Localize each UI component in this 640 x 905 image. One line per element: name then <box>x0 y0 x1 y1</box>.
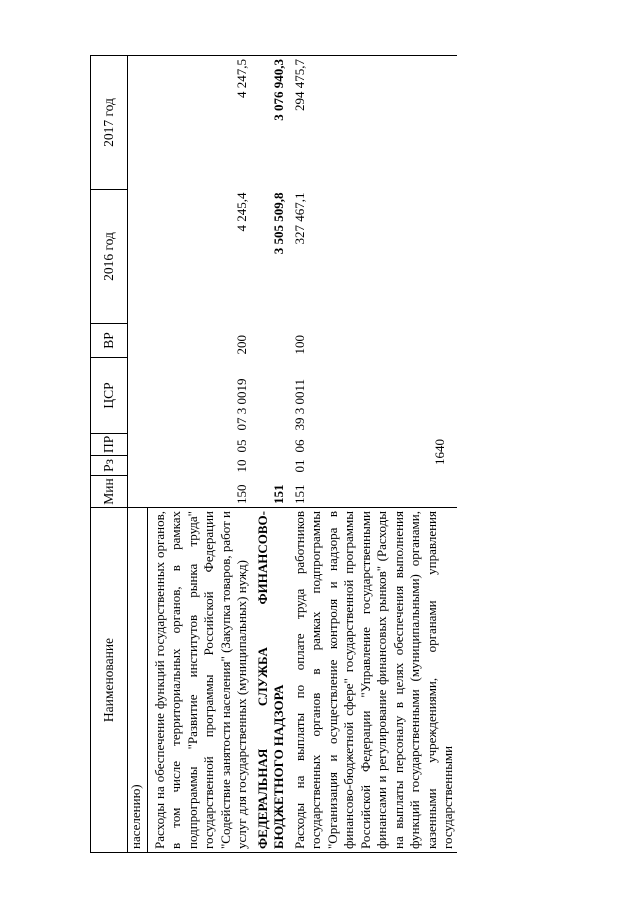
header-rz: Рз <box>91 456 128 476</box>
row-2016: 327 467,1 <box>291 192 307 245</box>
table-row <box>152 56 251 853</box>
page-number: 1640 <box>432 439 447 465</box>
header-vr: ВР <box>91 324 128 358</box>
row-rz <box>255 456 288 476</box>
row-2016 <box>128 190 148 324</box>
row-csr: 39 3 0011 <box>291 378 307 431</box>
row-pr <box>128 434 148 456</box>
row-vr: 100 <box>291 335 307 355</box>
row-rz: 10 <box>234 459 249 473</box>
row-csr <box>128 358 148 434</box>
table-row <box>128 56 148 853</box>
row-rz: 01 <box>291 459 307 473</box>
row-2016: 4 245,4 <box>234 192 249 232</box>
row-vr <box>255 324 288 358</box>
header-2017: 2017 год <box>91 56 128 190</box>
row-2016: 3 505 509,8 <box>271 192 286 255</box>
row-vr: 200 <box>234 335 249 355</box>
row-2017: 4 247,5 <box>152 56 251 190</box>
budget-table-sheet <box>90 56 538 853</box>
row-csr <box>255 358 288 434</box>
header-2016: 2016 год <box>91 190 128 324</box>
row-pr: 06 <box>291 439 307 453</box>
rotated-table-frame <box>90 56 538 853</box>
row-pr: 05 <box>234 439 249 453</box>
row-pr <box>255 434 288 456</box>
row-name: населению) <box>128 508 148 853</box>
header-csr: ЦСР <box>91 358 128 434</box>
row-csr: 07 3 0019 <box>234 378 249 431</box>
budget-table <box>90 55 457 853</box>
row-2017 <box>128 56 148 190</box>
row-vr <box>128 324 148 358</box>
row-min: 150 <box>234 484 249 504</box>
row-min: 151 <box>271 484 286 504</box>
row-2017: 3 076 940,3 <box>255 56 288 190</box>
table-row-section <box>255 56 288 853</box>
table-header-row <box>91 56 128 853</box>
table-row <box>292 56 457 853</box>
row-name: Расходы на обеспечение функций государственных органов, в том числе территориальных органов, в рамках подпрограммы "Развитие институтов рынка труда" государственной программы Российской Федерации "Содействие занятости населения" (Закупка товаров, работ и услуг для государственных (муниципальных) нужд) <box>152 508 251 853</box>
header-pr: ПР <box>91 434 128 456</box>
row-min: 151 <box>291 484 307 504</box>
row-name: ФЕДЕРАЛЬНАЯ СЛУЖБА ФИНАНСОВО-БЮДЖЕТНОГО НАДЗОРА <box>255 508 288 853</box>
row-rz <box>128 456 148 476</box>
row-2017: 294 475,7 <box>292 56 457 190</box>
row-min <box>128 476 148 508</box>
header-name: Наименование <box>91 508 128 853</box>
row-name: Расходы на выплаты по оплате труда работников государственных органов в рамках подпрограммы "Организация и осуществление контроля и надзора в финансово-бюджетной сфере" государственной программы Российской Федерации "Управление государственными финансами и регулирование финансовых рынков" (Расходы на выплаты персоналу в целях обеспечения выполнения функций государственными (муниципальными) органами, казенными учреждениями, органами управления государственными <box>292 508 457 853</box>
header-min: Мин <box>91 476 128 508</box>
